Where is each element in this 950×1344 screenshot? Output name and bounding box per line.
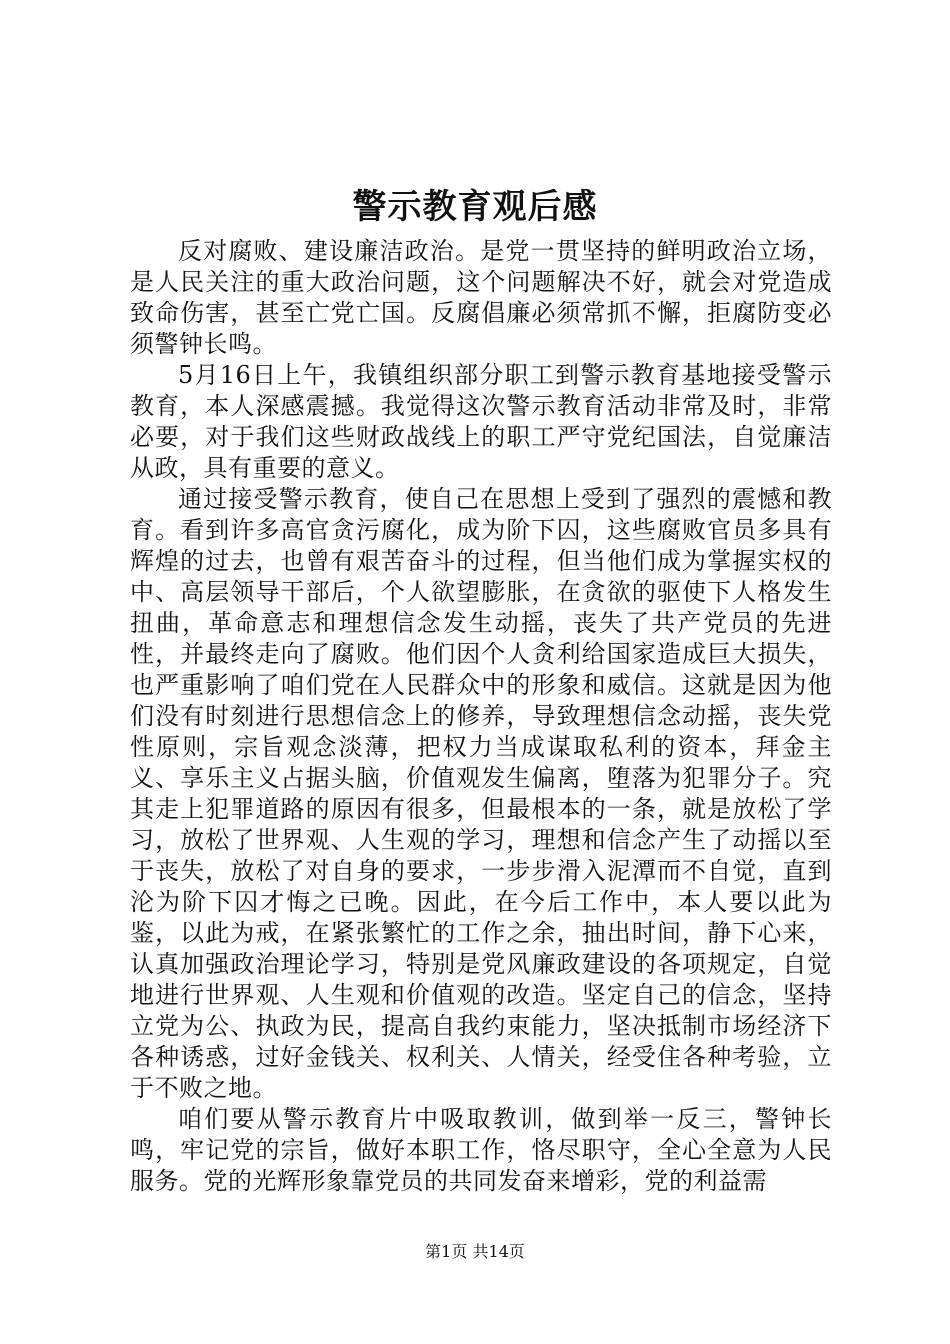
page-number-footer: 第1页 共14页 bbox=[425, 1242, 525, 1261]
paragraph-3: 通过接受警示教育，使自己在思想上受到了强烈的震憾和教育。看到许多高官贪污腐化，成为阶下囚，这些腐败官员多具有辉煌的过去，也曾有艰苦奋斗的过程，但当他们成为掌握实权的中、高层领导干部后，个人欲望膨胀，在贪欲的驱使下人格发生扭曲，革命意志和理想信念发生动摇，丧失了共产党员的先进性，并最终走向了腐败。他们因个人贪利给国家造成巨大损失，也严重影响了咱们党在人民群众中的形象和威信。这就是因为他们没有时刻进行思想信念上的修养，导致理想信念动摇，丧失党性原则，宗旨观念淡薄，把权力当成谋取私利的资本，拜金主义、享乐主义占据头脑，价值观发生偏离，堕落为犯罪分子。究其走上犯罪道路的原因有很多，但最根本的一条，就是放松了学习，放松了世界观、人生观的学习，理想和信念产生了动摇以至于丧失，放松了对自身的要求，一步步滑入泥潭而不自觉，直到沦为阶下囚才悔之已晚。因此，在今后工作中，本人要以此为鉴，以此为戒，在紧张繁忙的工作之余，抽出时间，静下心来，认真加强政治理论学习，特别是党风廉政建设的各项规定，自觉地进行世界观、人生观和价值观的改造。坚定自己的信念，坚持立党为公、执政为民，提高自我约束能力，坚决抵制市场经济下各种诱惑，过好金钱关、权利关、人情关，经受住各种考验，立于不败之地。 bbox=[130, 485, 832, 1102]
document-body bbox=[130, 236, 832, 1197]
paragraph-1: 反对腐败、建设廉洁政治。是党一贯坚持的鲜明政治立场，是人民关注的重大政治问题，这个问题解决不好，就会对党造成致命伤害，甚至亡党亡国。反腐倡廉必须常抓不懈，拒腐防变必须警钟长鸣。 bbox=[130, 237, 832, 358]
paragraph-2: 5月16日上午，我镇组织部分职工到警示教育基地接受警示教育，本人深感震撼。我觉得这次警示教育活动非常及时，非常必要，对于我们这些财政战线上的职工严守党纪国法，自觉廉洁从政，具有重要的意义。 bbox=[130, 361, 832, 482]
paragraph-4: 咱们要从警示教育片中吸取教训，做到举一反三，警钟长鸣，牢记党的宗旨，做好本职工作，恪尽职守，全心全意为人民服务。党的光辉形象靠党员的共同发奋来增彩，党的利益需 bbox=[130, 1105, 832, 1195]
document-title: 警示教育观后感 bbox=[352, 187, 598, 227]
